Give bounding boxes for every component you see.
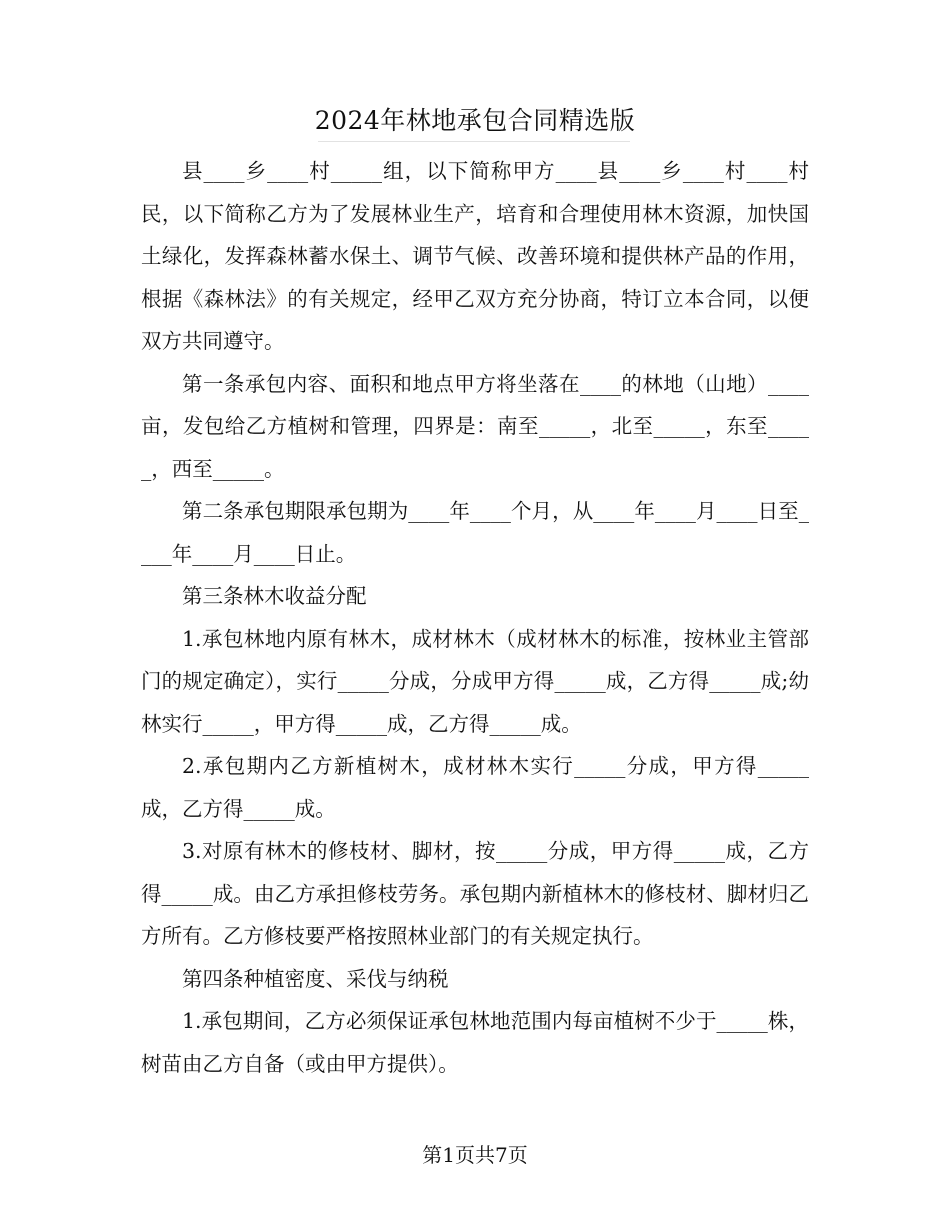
paragraph-article-2: 第二条承包期限承包期为____年____个月，从____年____月____日至____年____月____日止。 — [141, 499, 809, 566]
page-number-footer: 第1页共7页 — [422, 1143, 528, 1167]
document-body — [141, 150, 809, 1085]
paragraph-article-4-item-1: 1.承包期间，乙方必须保证承包林地范围内每亩植树不少于_____株，树苗由乙方自备（或由甲方提供）。 — [141, 1009, 809, 1076]
heading-article-4: 第四条种植密度、采伐与纳税 — [182, 966, 449, 991]
paragraph-preamble: 县____乡____村_____组，以下简称甲方____县____乡____村____村民，以下简称乙方为了发展林业生产，培育和合理使用林木资源，加快国土绿化，发挥森林蓄水保土、调节气候、改善环境和提供林产品的作用，根据《森林法》的有关规定，经甲乙双方充分协商，特订立本合同，以便双方共同遵守。 — [141, 159, 809, 353]
paragraph-article-1: 第一条承包内容、面积和地点甲方将坐落在____的林地（山地）____亩，发包给乙方植树和管理，四界是：南至_____，北至_____，东至_____，西至_____。 — [141, 371, 809, 481]
heading-article-3: 第三条林木收益分配 — [182, 584, 367, 608]
paragraph-article-3-item-1: 1.承包林地内原有林木，成材林木（成材林木的标准，按林业主管部门的规定确定），实行_____分成，分成甲方得_____成，乙方得_____成;幼林实行_____，甲方得_____成，乙方得_____成。 — [141, 626, 809, 736]
title-underline — [318, 141, 630, 142]
paragraph-article-3-item-2: 2.承包期内乙方新植树木，成材林木实行_____分成，甲方得_____成，乙方得_____成。 — [141, 754, 809, 821]
document-title: 2024年林地承包合同精选版 — [314, 106, 636, 135]
paragraph-article-3-item-3: 3.对原有林木的修枝材、脚材，按_____分成，甲方得_____成，乙方得_____成。由乙方承担修枝劳务。承包期内新植林木的修枝材、脚材归乙方所有。乙方修枝要严格按照林业部门的有关规定执行。 — [141, 839, 809, 948]
